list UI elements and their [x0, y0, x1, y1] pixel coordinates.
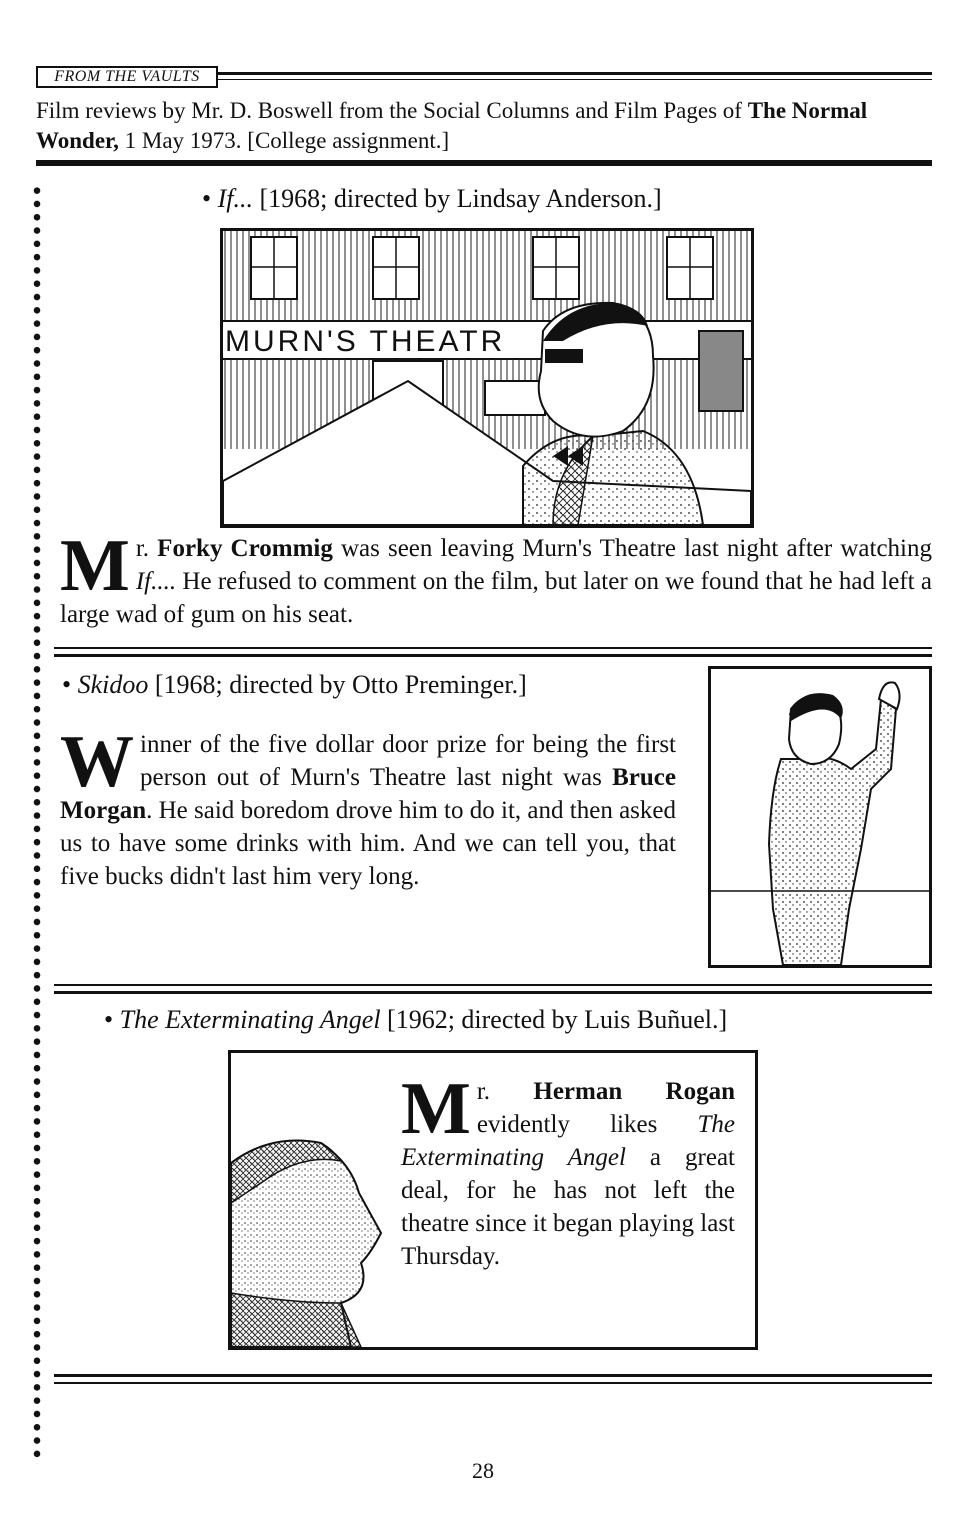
- page-number: 28: [472, 1458, 494, 1483]
- film-title: Skidoo: [77, 670, 149, 699]
- review-title-skidoo: [62, 670, 527, 700]
- publication-name: The Normal Wonder,: [36, 98, 868, 153]
- intro-text: [36, 96, 936, 156]
- intro-part: Film reviews by Mr. D. Boswell from the Social Columns and Film Pages of: [36, 98, 748, 123]
- person-name: Forky Crommig: [157, 535, 333, 562]
- person-name: Bruce Morgan: [60, 764, 676, 824]
- film-title: If...: [217, 184, 253, 213]
- film-meta: [1962; directed by Luis Buñuel.]: [387, 1005, 728, 1034]
- section-rule: [54, 647, 932, 649]
- section-rule: [54, 984, 932, 986]
- section-rule: [54, 991, 932, 994]
- review-body-if: [60, 525, 932, 631]
- section-rule: [54, 654, 932, 657]
- film-title: The Exterminating Angel: [119, 1005, 381, 1034]
- drop-cap: W: [60, 721, 134, 803]
- bullet: •: [104, 1005, 114, 1034]
- text: r.: [476, 1078, 534, 1105]
- section-tag: FROM THE VAULTS: [36, 66, 218, 88]
- section-rule: [54, 1382, 932, 1384]
- section-rule: [54, 1374, 932, 1377]
- bullet: •: [202, 184, 212, 213]
- illustration-herman-rogan: [228, 1050, 758, 1350]
- review-title-exterminating-angel: [104, 1005, 727, 1035]
- text: inner of the five dollar door prize for being the first person out of Murn's Theatre last night was: [140, 731, 676, 791]
- bullet: •: [62, 670, 72, 699]
- illustration-bruce-morgan: [708, 666, 932, 968]
- film-meta: [1968; directed by Lindsay Anderson.]: [259, 184, 662, 213]
- text: was seen leaving Murn's Theatre last night after watching: [332, 535, 932, 562]
- text: a great deal, for he has not left the theatre since it began playing last Thursday.: [401, 1144, 735, 1270]
- review-body-skidoo: [60, 721, 676, 893]
- review-body-exterminating-angel: [401, 1068, 736, 1273]
- review-title-if: [202, 184, 662, 214]
- intro-part: 1 May 1973. [College assignment.]: [118, 128, 450, 153]
- text: evidently likes: [476, 1111, 698, 1138]
- text: . He said boredom drove him to do it, and then asked us to have some drinks with him. And we can tell you, that five bucks didn't last him very long.: [60, 797, 676, 890]
- panel-sign: MURN'S THEATR: [225, 325, 506, 358]
- intro-rule: [36, 160, 932, 166]
- drop-cap: M: [401, 1068, 471, 1150]
- film-ref: If....: [135, 568, 177, 595]
- header-rule-thin: [218, 79, 932, 80]
- film-ref: The Exterminating Angel: [401, 1111, 735, 1171]
- text: He refused to comment on the film, but later on we found that he had left a large wad of gum on his seat.: [60, 568, 932, 628]
- film-meta: [1968; directed by Otto Preminger.]: [154, 670, 527, 699]
- text: r.: [135, 535, 158, 562]
- drop-cap: M: [60, 525, 130, 607]
- illustration-murns-theatre: [220, 228, 754, 528]
- dotted-margin: [32, 184, 42, 1464]
- header-rule: [218, 72, 932, 75]
- person-name: Herman Rogan: [533, 1078, 736, 1105]
